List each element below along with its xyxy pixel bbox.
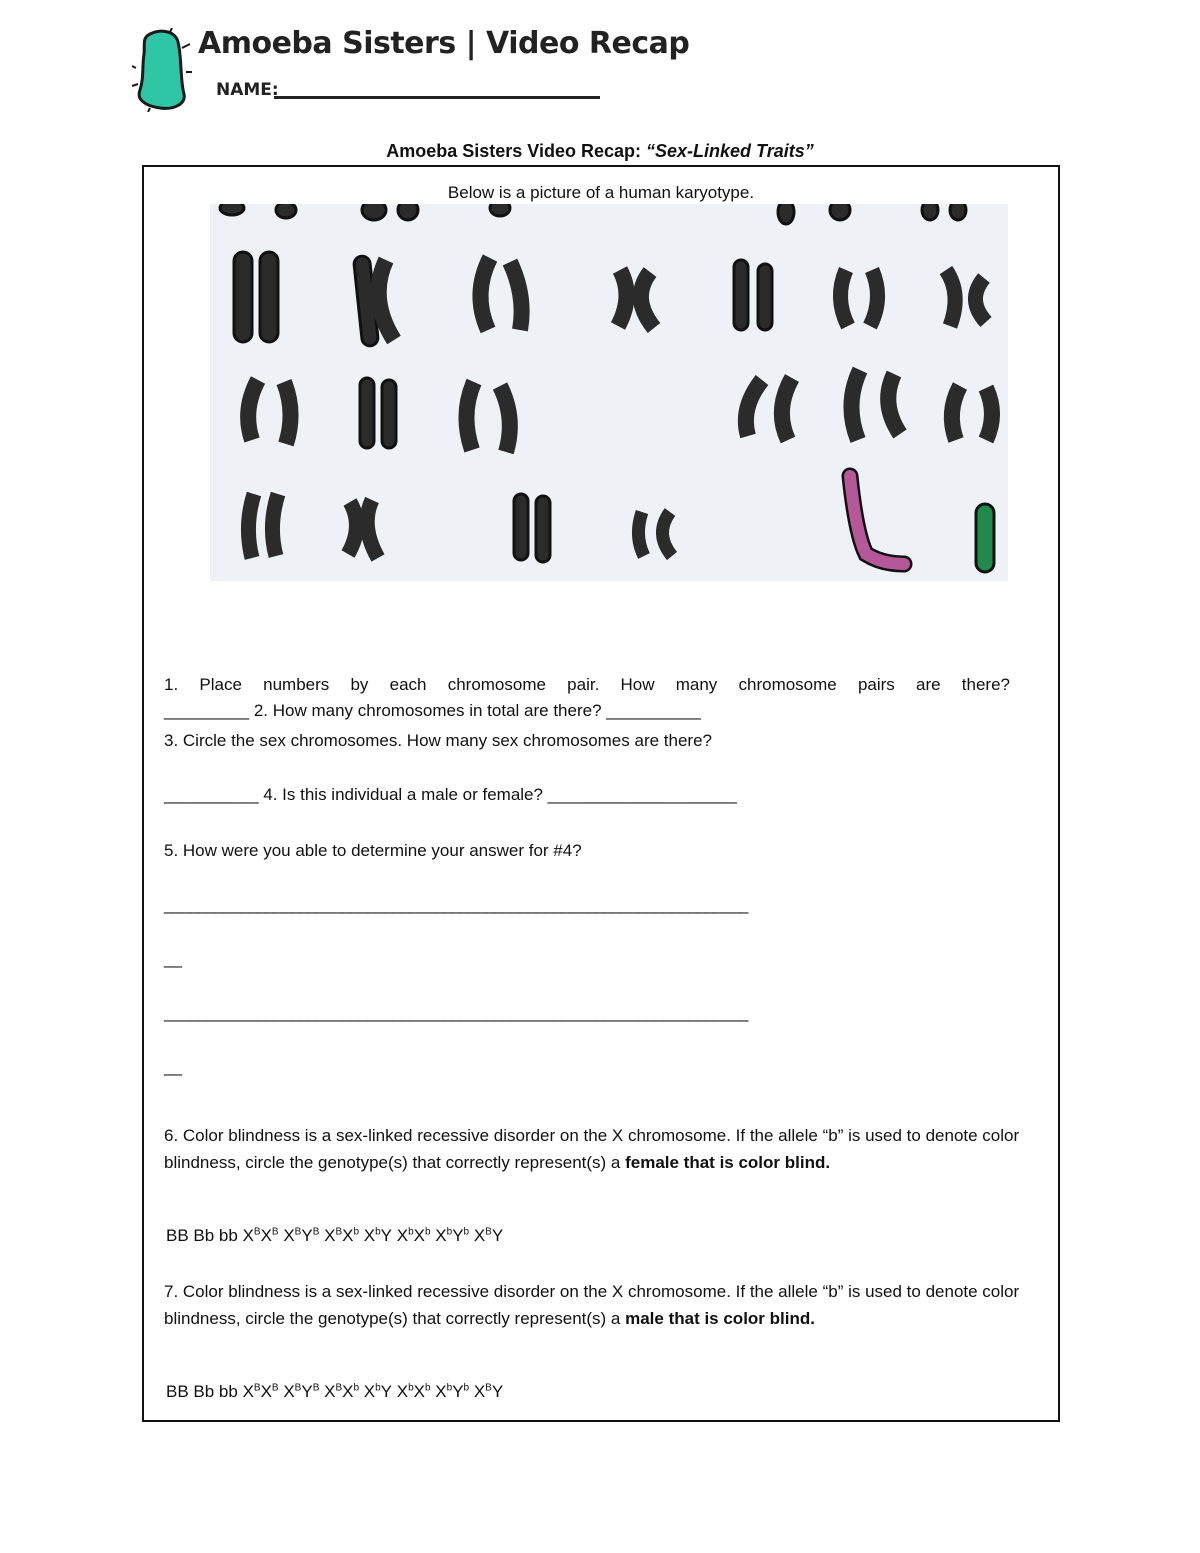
genotype-option[interactable]: $X^bY$ — [363, 1382, 392, 1401]
brand-title: Amoeba Sisters | Video Recap — [198, 26, 690, 61]
amoeba-logo-icon — [130, 28, 192, 112]
genotype-option[interactable]: $X^BY^B$ — [283, 1226, 320, 1245]
genotype-option[interactable]: $X^bX^b$ — [396, 1226, 431, 1245]
question-1-line: 1. Place numbers by each chromosome pair. How many chromosome pairs are there? — [164, 675, 1010, 694]
question-3: 3. Circle the sex chromosomes. How many sex chromosomes are there? — [164, 731, 712, 750]
name-field[interactable] — [274, 96, 600, 99]
answer-line-2-tail[interactable]: __ — [164, 1057, 181, 1076]
question-6-period: . — [825, 1153, 831, 1172]
question-7-genotypes[interactable] — [166, 1382, 503, 1402]
genotype-plain[interactable]: BB Bb bb — [166, 1226, 238, 1245]
question-7-period: . — [810, 1309, 815, 1328]
genotype-option[interactable]: $X^BY$ — [473, 1382, 504, 1401]
name-label: NAME: — [216, 80, 279, 100]
page-title — [0, 141, 1200, 162]
karyotype-caption: Below is a picture of a human karyotype. — [447, 183, 755, 202]
genotype-option[interactable]: $X^bY$ — [363, 1226, 392, 1245]
genotype-option[interactable]: $X^BY$ — [473, 1226, 504, 1245]
genotype-option[interactable]: $X^BY^B$ — [283, 1382, 320, 1401]
answer-line-1-tail[interactable]: __ — [164, 949, 181, 968]
question-6-section — [142, 1108, 1060, 1266]
question-7-emphasis: male that is color blind — [625, 1309, 811, 1328]
answer-line-1[interactable]: _____________________________________________________________________ — [164, 895, 748, 914]
genotype-option[interactable]: $X^BX^B$ — [242, 1382, 279, 1401]
question-5: 5. How were you able to determine your answer for #4? — [164, 841, 582, 860]
genotype-option[interactable]: $X^bY^b$ — [435, 1382, 470, 1401]
genotype-option[interactable]: $X^BX^b$ — [324, 1226, 360, 1245]
genotype-option[interactable]: $X^BX^b$ — [324, 1382, 360, 1401]
karyotype-section — [142, 165, 1060, 1112]
title-topic: “Sex-Linked Traits” — [646, 141, 814, 161]
question-6-text — [164, 1122, 1024, 1176]
question-7-body: 7. Color blindness is a sex-linked recessive disorder on the X chromosome. If the allele “b” is used to denote color blindness, circle the genotype(s) that correctly represent(s) a — [164, 1282, 1020, 1328]
genotype-option[interactable]: $X^bX^b$ — [396, 1382, 431, 1401]
question-6-genotypes[interactable] — [166, 1226, 503, 1246]
answer-line-2[interactable]: _____________________________________________________________________ — [164, 1003, 748, 1022]
question-4[interactable]: __________ 4. Is this individual a male or female? ____________________ — [164, 785, 737, 804]
karyotype-image — [210, 204, 1008, 581]
question-7-text — [164, 1278, 1024, 1332]
genotype-option[interactable]: $X^bY^b$ — [435, 1226, 470, 1245]
question-6-body: 6. Color blindness is a sex-linked recessive disorder on the X chromosome. If the allele “b” is used to denote color blindness, circle the genotype(s) that correctly represent(s) a — [164, 1126, 1020, 1172]
worksheet-header — [130, 24, 690, 114]
question-1-2-line[interactable]: _________ 2. How many chromosomes in total are there? __________ — [164, 701, 701, 720]
genotype-plain[interactable]: BB Bb bb — [166, 1382, 238, 1401]
question-7-section — [142, 1264, 1060, 1422]
question-6-emphasis: female that is color blind — [625, 1153, 826, 1172]
genotype-option[interactable]: $X^BX^B$ — [242, 1226, 279, 1245]
title-prefix: Amoeba Sisters Video Recap: — [386, 141, 647, 161]
